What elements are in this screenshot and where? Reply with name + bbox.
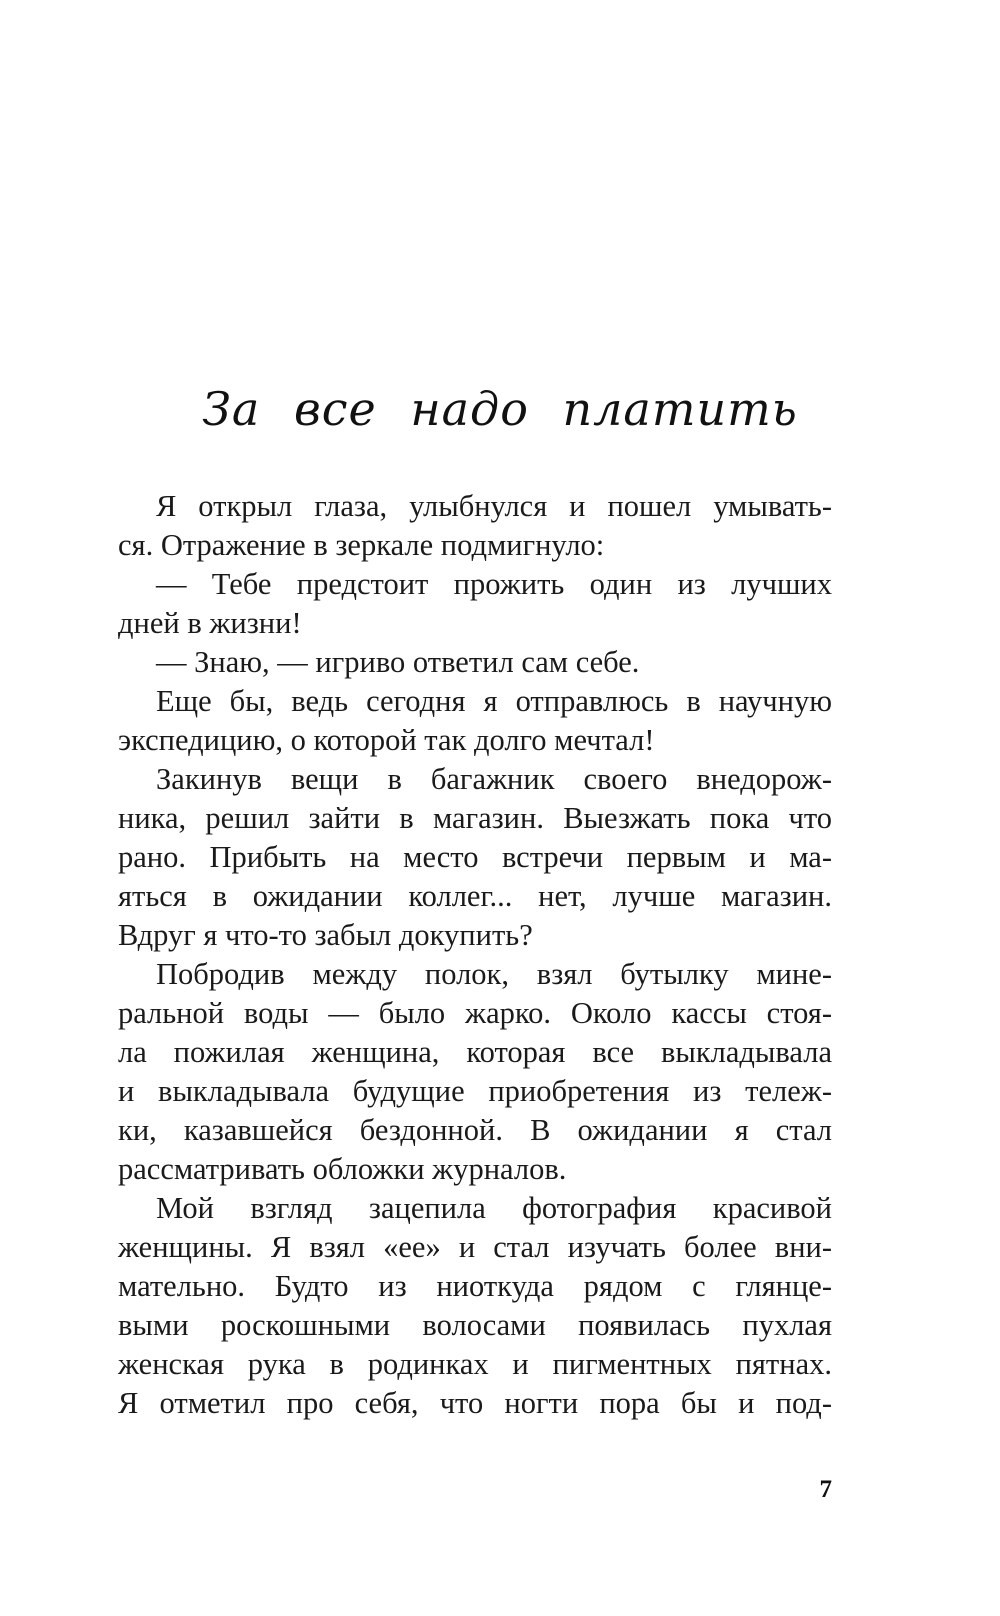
text-line: рассматривать обложки журналов.	[118, 1152, 567, 1186]
text-line: Вдруг я что-то забыл докупить?	[118, 918, 533, 952]
text-line: Побродив между полок, взял бутылку мине-	[156, 957, 832, 991]
text-line: Закинув вещи в багажник своего внедорож-	[156, 762, 832, 796]
body-text	[118, 487, 832, 1423]
text-line: ки, казавшейся бездонной. В ожидании я стал	[118, 1113, 832, 1147]
text-line: Еще бы, ведь сегодня я отправлюсь в научную	[156, 684, 832, 718]
text-line: — Тебе предстоит прожить один из лучших	[156, 567, 832, 601]
text-line: Я отметил про себя, что ногти пора бы и под-	[118, 1386, 832, 1420]
text-line: — Знаю, — игриво ответил сам себе.	[156, 645, 640, 679]
text-line: женщины. Я взял «ее» и стал изучать более вни-	[118, 1230, 832, 1264]
chapter-title: За все надо платить	[202, 382, 798, 436]
text-line: яться в ожидании коллег... нет, лучше магазин.	[118, 879, 832, 913]
text-line: экспедицию, о которой так долго мечтал!	[118, 723, 655, 757]
text-line: Я открыл глаза, улыбнулся и пошел умывать-	[156, 489, 832, 523]
text-line: выми роскошными волосами появилась пухлая	[118, 1308, 832, 1342]
text-line: ся. Отражение в зеркале подмигнуло:	[118, 528, 605, 562]
text-line: дней в жизни!	[118, 606, 302, 640]
text-line: рано. Прибыть на место встречи первым и ма-	[118, 840, 832, 874]
text-line: мательно. Будто из ниоткуда рядом с глянце-	[118, 1269, 832, 1303]
text-line: Мой взгляд зацепила фотография красивой	[156, 1191, 832, 1225]
text-line: и выкладывала будущие приобретения из тележ-	[118, 1074, 832, 1108]
text-line: ла пожилая женщина, которая все выкладывала	[118, 1035, 832, 1069]
text-line: женская рука в родинках и пигментных пятнах.	[118, 1347, 832, 1381]
text-line: ральной воды — было жарко. Около кассы стоя-	[118, 996, 832, 1030]
text-line: ника, решил зайти в магазин. Выезжать пока что	[118, 801, 832, 835]
page-number: 7	[819, 1476, 832, 1503]
